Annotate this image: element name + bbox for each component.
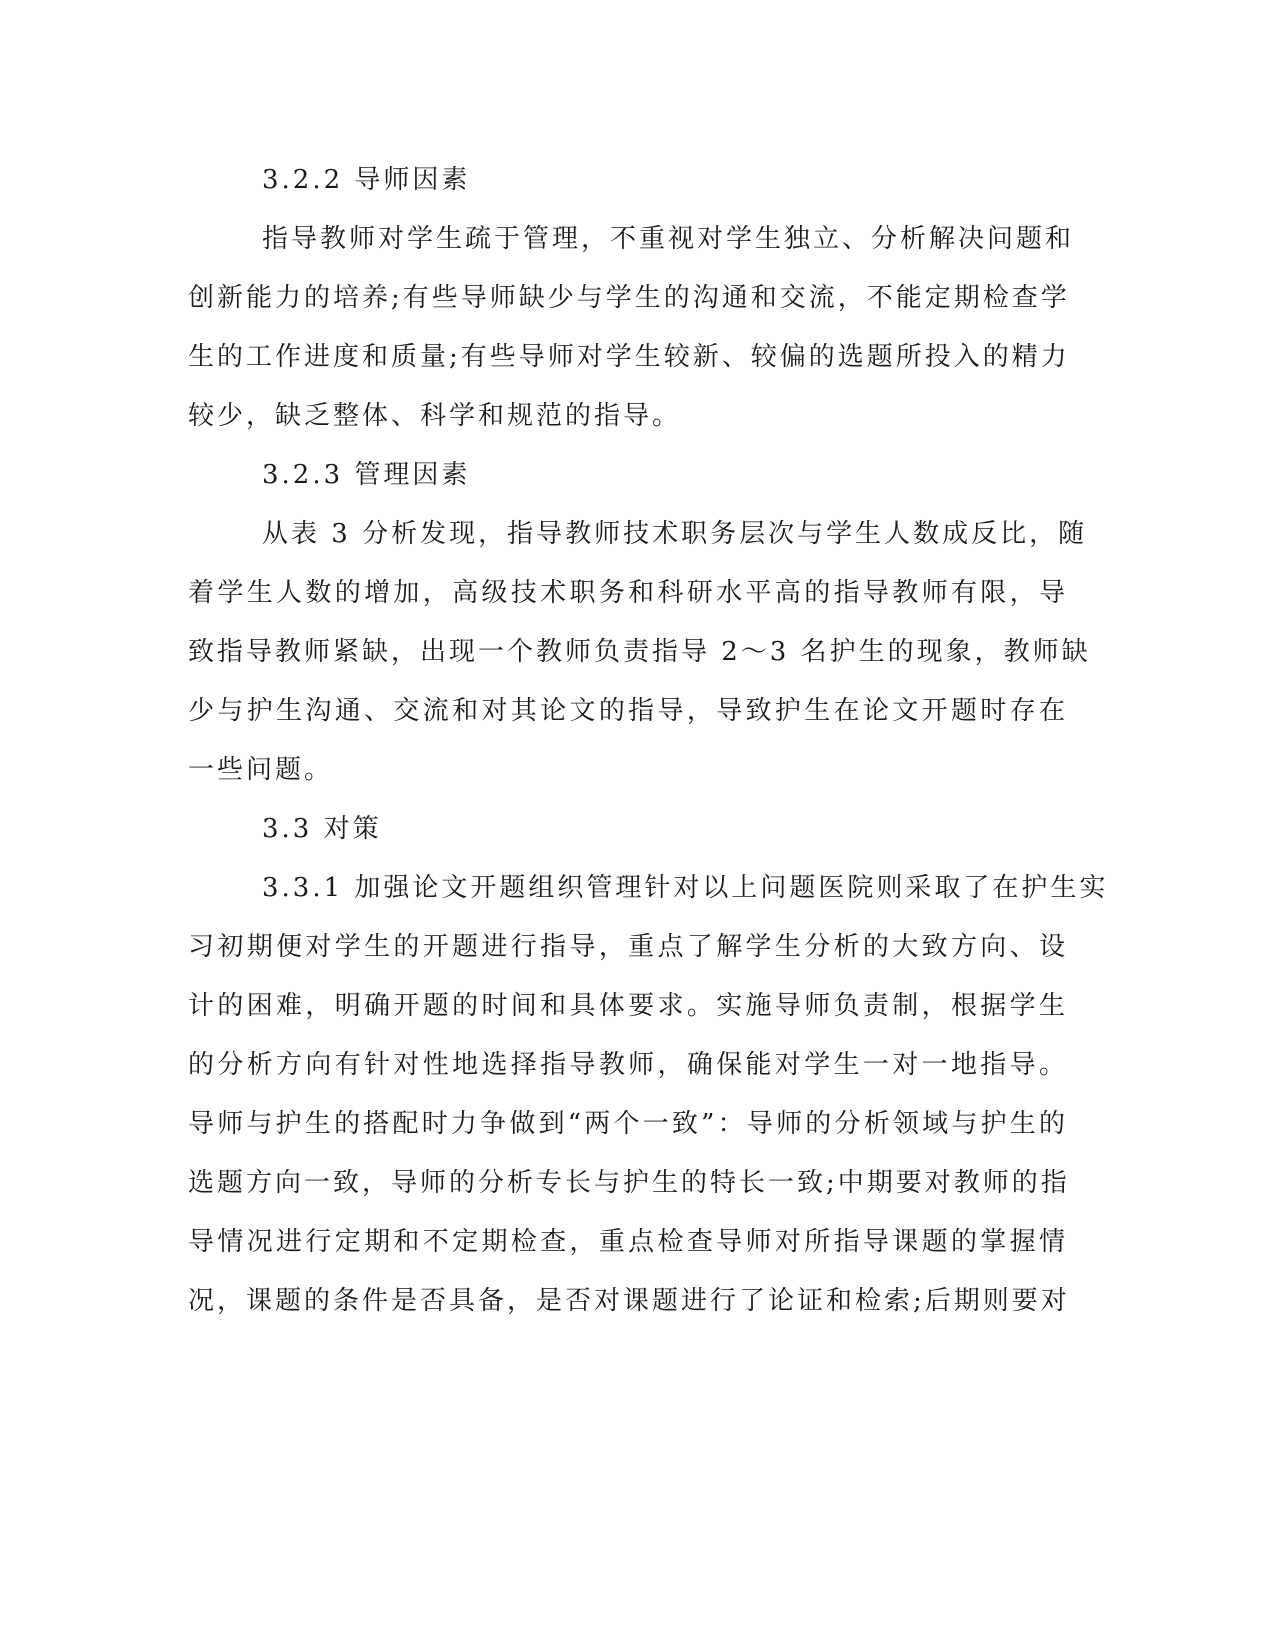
paragraph-line: 况，课题的条件是否具备，是否对课题进行了论证和检索;后期则要对 — [188, 1286, 1070, 1316]
paragraph-line: 少与护生沟通、交流和对其论文的指导，导致护生在论文开题时存在 — [188, 696, 1068, 726]
section-heading-3-3: 3.3 对策 — [262, 814, 382, 844]
paragraph-line: 计的困难，明确开题的时间和具体要求。实施导师负责制，根据学生 — [188, 991, 1068, 1021]
paragraph-line: 一些问题。 — [188, 755, 334, 785]
paragraph-line: 3.3.1 加强论文开题组织管理针对以上问题医院则采取了在护生实 — [262, 873, 1109, 903]
paragraph-line: 导师与护生的搭配时力争做到“两个一致”：导师的分析领域与护生的 — [188, 1109, 1068, 1139]
paragraph-line: 导情况进行定期和不定期检查，重点检查导师对所指导课题的掌握情 — [188, 1227, 1068, 1257]
paragraph-line: 致指导教师紧缺，出现一个教师负责指导 2～3 名护生的现象，教师缺 — [188, 637, 1091, 667]
paragraph-line: 着学生人数的增加，高级技术职务和科研水平高的指导教师有限，导 — [188, 578, 1068, 608]
section-heading-3-2-3: 3.2.3 管理因素 — [262, 460, 471, 490]
paragraph-line: 习初期便对学生的开题进行指导，重点了解学生分析的大致方向、设 — [188, 932, 1068, 962]
paragraph-line: 的分析方向有针对性地选择指导教师，确保能对学生一对一地指导。 — [188, 1050, 1068, 1080]
paragraph-line: 生的工作进度和质量;有些导师对学生较新、较偏的选题所投入的精力 — [188, 342, 1070, 372]
section-heading-3-2-2: 3.2.2 导师因素 — [262, 165, 471, 195]
paragraph-line: 创新能力的培养;有些导师缺少与学生的沟通和交流，不能定期检查学 — [188, 283, 1070, 313]
paragraph-line: 较少，缺乏整体、科学和规范的指导。 — [188, 401, 682, 431]
paragraph-line: 指导教师对学生疏于管理，不重视对学生独立、分析解决问题和 — [262, 224, 1075, 254]
paragraph-line: 从表 3 分析发现，指导教师技术职务层次与学生人数成反比，随 — [262, 519, 1088, 549]
paragraph-line: 选题方向一致，导师的分析专长与护生的特长一致;中期要对教师的指 — [188, 1168, 1070, 1198]
